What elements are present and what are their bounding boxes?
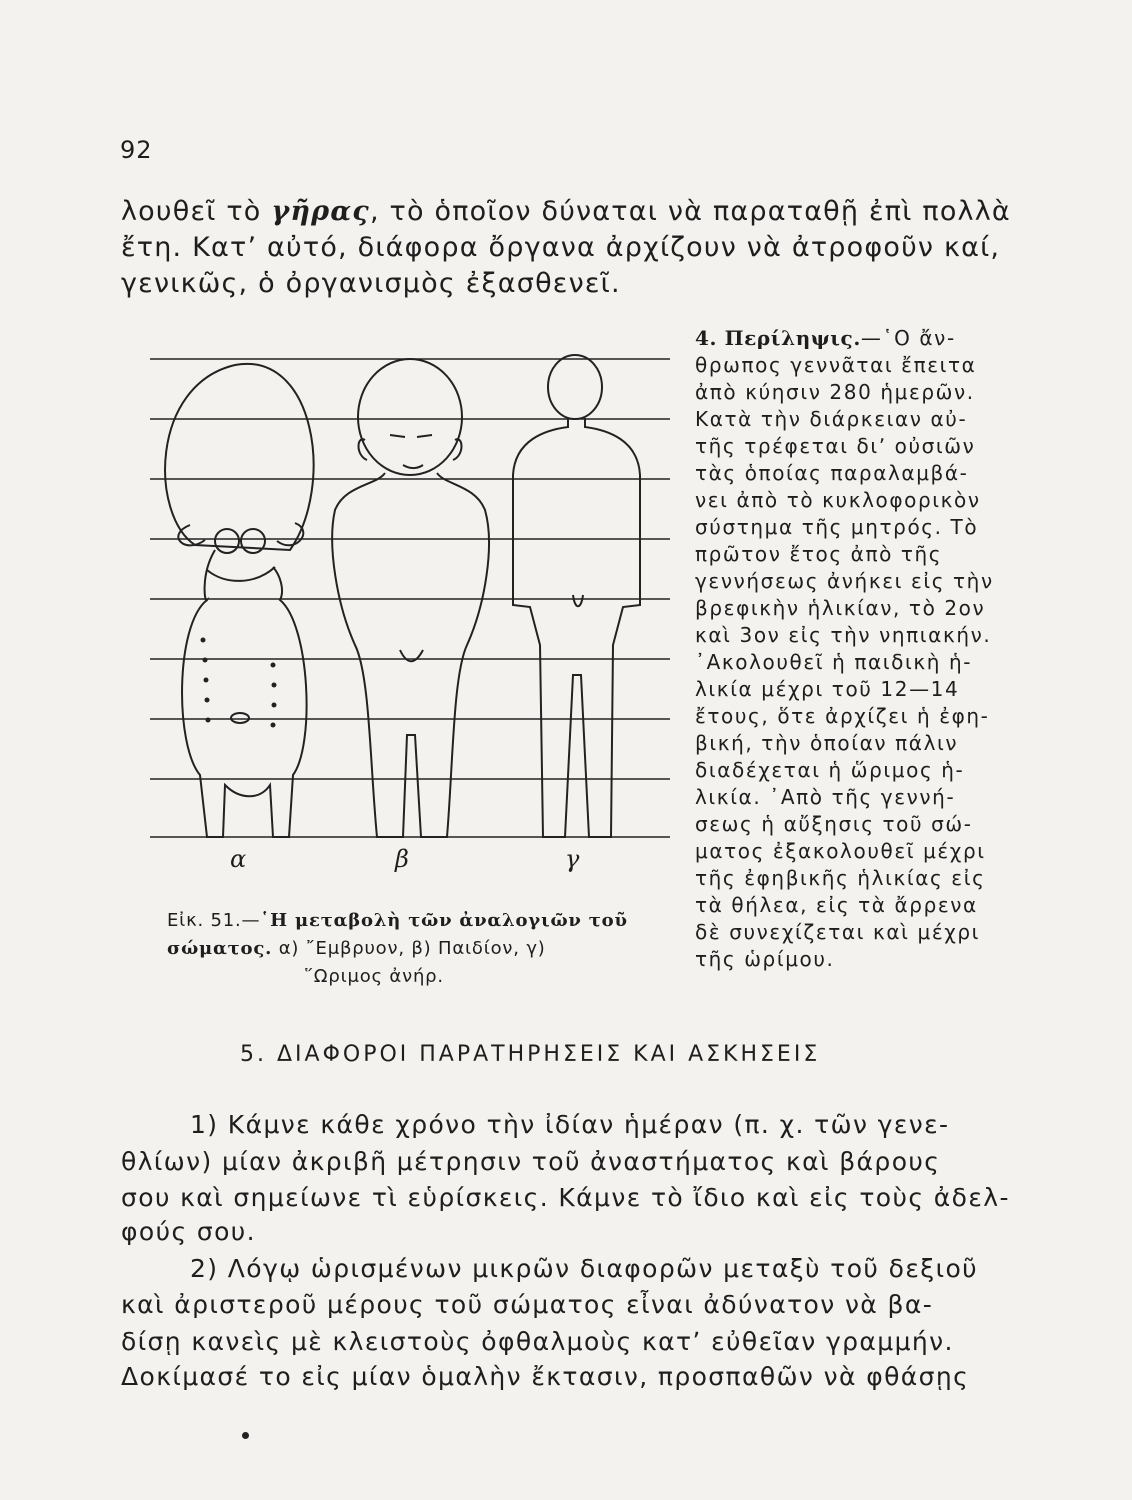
man-figure: [513, 355, 640, 837]
intro-emphasis-geras: γῆρας: [271, 196, 370, 227]
intro-line-2: ἔτη. Κατʼ αὐτό, διάφορα ὄργανα ἀρχίζουν νὰ ἀτροφοῦν καί,: [121, 232, 1001, 263]
summary-line: ἔτους, ὅτε ἀρχίζει ἡ ἐφη-: [695, 704, 990, 728]
figure-caption-line-2: [167, 938, 546, 959]
exercise-line-6: καὶ ἀριστεροῦ μέρους τοῦ σώματος εἶναι ἀδύνατον νὰ βα-: [121, 1290, 934, 1319]
page-number: 92: [120, 136, 153, 164]
figure-body-proportions: [145, 345, 675, 885]
exercise-line-1: 1) Κάμνε κάθε χρόνο τὴν ἰδίαν ἡμέραν (π. χ. τῶν γενε-: [190, 1110, 950, 1139]
summary-line: δὲ συνεχίζεται καὶ μέχρι: [695, 920, 981, 944]
exercise-line-3: σου καὶ σημείωνε τὶ εὑρίσκεις. Κάμνε τὸ ἴδιο καὶ εἰς τοὺς ἀδελ-: [121, 1183, 1010, 1212]
summary-line: ματος ἐξακολουθεῖ μέχρι: [695, 839, 986, 863]
summary-line: βρεφικὴν ἡλικίαν, τὸ 2ον: [695, 596, 986, 620]
summary-line: τῆς ἐφηβικῆς ἡλικίας εἰς: [695, 866, 986, 890]
figure-label-beta: β: [395, 845, 409, 873]
exercise-line-4: φούς σου.: [121, 1217, 257, 1246]
summary-line: γεννήσεως ἀνήκει εἰς τὴν: [695, 569, 994, 593]
summary-line: τὰ θήλεα, εἰς τὰ ἄρρενα: [695, 893, 978, 917]
summary-heading-label: 4. Περίληψις.: [695, 326, 861, 350]
intro-line-1-b: , τὸ ὁποῖον δύναται νὰ παραταθῇ ἐπὶ πολλὰ: [369, 196, 1011, 227]
summary-line: πρῶτον ἔτος ἀπὸ τῆς: [695, 542, 943, 566]
figure-label-alpha: α: [230, 845, 247, 873]
summary-line: λικία μέχρι τοῦ 12—14: [695, 677, 960, 701]
summary-line: λικία. ᾿Απὸ τῆς γεννή-: [695, 785, 956, 809]
caption-title-end: σώματος.: [167, 938, 273, 959]
embryo-figure: [165, 364, 313, 837]
figure-caption-line-3: ῞Ωριμος ἀνήρ.: [304, 966, 444, 987]
ink-dot: [242, 1432, 249, 1439]
summary-line: ἀπὸ κύησιν 280 ἡμερῶν.: [695, 380, 975, 404]
caption-prefix: Εἰκ. 51.—: [167, 910, 261, 931]
summary-line: νει ἀπὸ τὸ κυκλοφορικὸν: [695, 488, 981, 512]
summary-heading: [695, 326, 956, 350]
summary-line: θρωπος γεννᾶται ἔπειτα: [695, 353, 977, 377]
summary-line: σύστημα τῆς μητρός. Τὸ: [695, 515, 979, 539]
summary-line: καὶ 3ον εἰς τὴν νηπιακήν.: [695, 623, 992, 647]
summary-line: σεως ἡ αὔξησις τοῦ σώ-: [695, 812, 973, 836]
exercise-line-2: θλίων) μίαν ἀκριβῆ μέτρησιν τοῦ ἀναστήματος καὶ βάρους: [121, 1147, 941, 1176]
figure-label-gamma: γ: [565, 845, 580, 873]
summary-line: τῆς τρέφεται διʼ οὐσιῶν: [695, 434, 976, 458]
section-heading: 5. ΔΙΑΦΟΡΟΙ ΠΑΡΑΤΗΡΗΣΕΙΣ ΚΑΙ ΑΣΚΗΣΕΙΣ: [240, 1042, 821, 1067]
intro-line-1-a: λουθεῖ τὸ: [121, 196, 272, 227]
exercise-line-7: δίσῃ κανεὶς μὲ κλειστοὺς ὀφθαλμοὺς κατʼ εὐθεῖαν γραμμήν.: [121, 1327, 954, 1356]
exercise-line-5: 2) Λόγῳ ὡρισμένων μικρῶν διαφορῶν μεταξὺ τοῦ δεξιοῦ: [190, 1254, 979, 1283]
child-figure: [332, 359, 489, 837]
intro-line-3: γενικῶς, ὁ ὀργανισμὸς ἐξασθενεῖ.: [121, 268, 621, 299]
summary-line: βική, τὴν ὁποίαν πάλιν: [695, 731, 959, 755]
intro-line-1: [121, 196, 1011, 227]
caption-items: α) ῎Εμβρυον, β) Παιδίον, γ): [272, 938, 546, 959]
summary-line: ᾿Ακολουθεῖ ἡ παιδικὴ ἡ-: [695, 650, 973, 674]
summary-line: τῆς ὡρίμου.: [695, 947, 835, 971]
figure-drawing: [145, 345, 675, 885]
summary-line: διαδέχεται ἡ ὥριμος ἡ-: [695, 758, 965, 782]
figure-caption-line-1: [167, 910, 628, 931]
exercise-line-8: Δοκίμασέ το εἰς μίαν ὁμαλὴν ἔκτασιν, προσπαθῶν νὰ φθάσῃς: [121, 1362, 970, 1391]
summary-line: τὰς ὁποίας παραλαμβά-: [695, 461, 969, 485]
caption-title: ῾Η μεταβολὴ τῶν ἀναλογιῶν τοῦ: [260, 910, 628, 931]
summary-line: Κατὰ τὴν διάρκειαν αὐ-: [695, 407, 968, 431]
summary-line-0: —῾Ο ἄν-: [860, 326, 956, 350]
